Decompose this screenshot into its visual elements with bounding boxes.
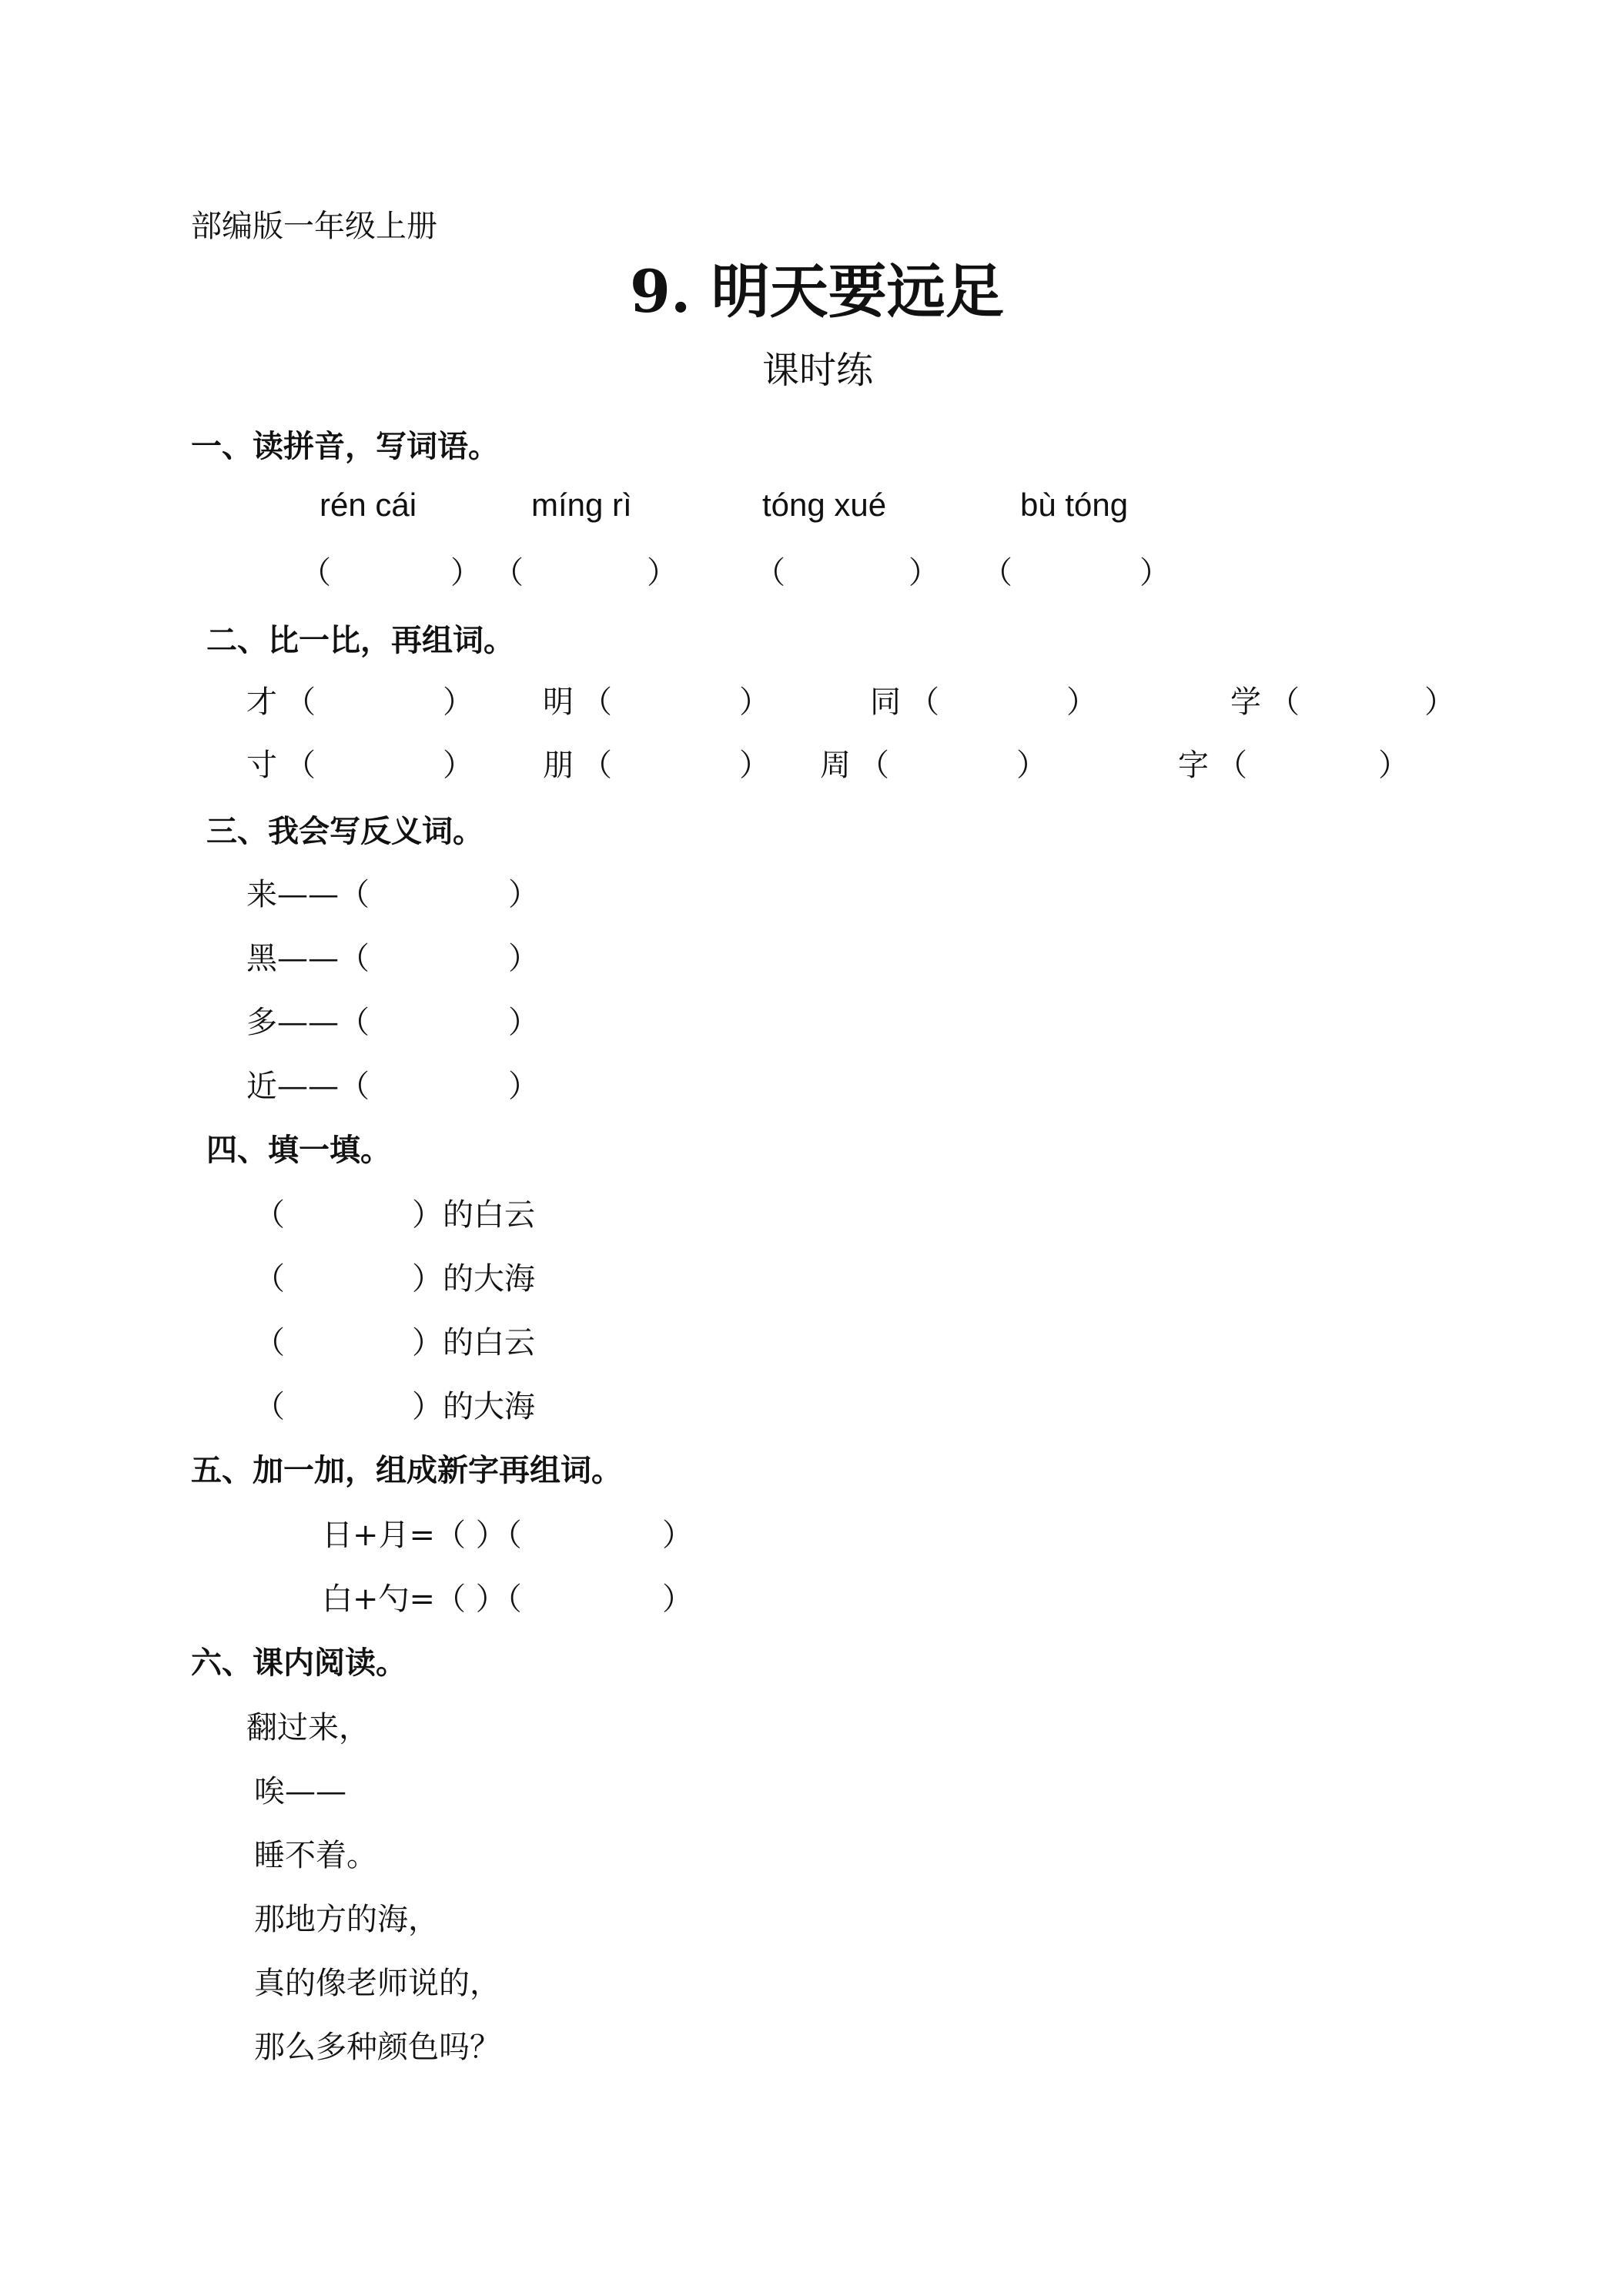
- fill-item: ）的白云: [412, 1197, 535, 1233]
- fill-item: ）的大海: [412, 1389, 535, 1424]
- antonym-item: 来——（: [246, 877, 370, 912]
- answer-open: （: [982, 555, 1012, 591]
- answer-open: （: [254, 1261, 285, 1297]
- section6-heading: 六、课内阅读。: [191, 1645, 407, 1681]
- compare-char: 周: [820, 748, 851, 783]
- pinyin-item: míng rì: [531, 487, 632, 523]
- compare-char: 同: [870, 684, 901, 720]
- reading-line: 真的像老师说的，: [254, 1966, 500, 2001]
- answer-close: ）: [909, 555, 939, 591]
- answer-close: ）: [508, 1005, 539, 1040]
- answer-close: ）: [1378, 748, 1409, 783]
- answer-open: （: [1216, 748, 1247, 783]
- book-label: 部编版一年级上册: [191, 209, 437, 244]
- answer-close: ）: [662, 1581, 693, 1617]
- compare-char: 才: [246, 684, 277, 720]
- answer-close: ）: [1139, 555, 1170, 591]
- answer-open: （: [285, 684, 316, 720]
- answer-close: ）: [443, 684, 474, 720]
- antonym-item: 近——（: [246, 1069, 370, 1104]
- compare-char: 寸: [246, 748, 277, 783]
- compare-char: 字: [1178, 748, 1209, 783]
- section3-heading: 三、我会写反义词。: [206, 814, 484, 849]
- fill-item: ）的大海: [412, 1261, 535, 1297]
- answer-open: （: [493, 555, 524, 591]
- answer-open: （: [300, 555, 331, 591]
- reading-line: 唉——: [254, 1774, 346, 1809]
- section4-heading: 四、填一填。: [206, 1133, 391, 1168]
- antonym-item: 黑——（: [246, 941, 370, 976]
- antonym-item: 多——（: [246, 1005, 370, 1040]
- pinyin-item: rén cái: [320, 487, 417, 523]
- answer-open: （: [581, 684, 612, 720]
- fill-item: ）的白云: [412, 1325, 535, 1361]
- answer-close: ）: [508, 941, 539, 976]
- answer-open: （: [858, 748, 889, 783]
- reading-line: 那么多种颜色吗？: [254, 2030, 500, 2065]
- section2-heading: 二、比一比，再组词。: [206, 623, 514, 658]
- answer-close: ）: [739, 684, 770, 720]
- answer-open: （: [254, 1197, 285, 1233]
- page-title: 9. 明天要远足: [630, 257, 1004, 326]
- compose-item: 日+月=（ ）（: [322, 1518, 522, 1553]
- answer-close: ）: [443, 748, 474, 783]
- answer-open: （: [285, 748, 316, 783]
- answer-close: ）: [739, 748, 770, 783]
- answer-open: （: [254, 1389, 285, 1424]
- reading-line: 那地方的海，: [254, 1902, 439, 1937]
- compose-item: 白+勺=（ ）（: [322, 1581, 522, 1617]
- answer-close: ）: [508, 877, 539, 912]
- answer-close: ）: [647, 555, 678, 591]
- answer-close: ）: [662, 1518, 693, 1553]
- section5-heading: 五、加一加，组成新字再组词。: [191, 1453, 622, 1488]
- page-subtitle: 课时练: [762, 349, 874, 392]
- section1-heading: 一、读拼音，写词语。: [191, 429, 499, 464]
- answer-close: ）: [1424, 684, 1455, 720]
- compare-char: 朋: [543, 748, 574, 783]
- answer-close: ）: [1066, 684, 1097, 720]
- reading-line: 翻过来，: [246, 1710, 370, 1745]
- pinyin-item: tóng xué: [762, 487, 887, 523]
- compare-char: 学: [1230, 684, 1261, 720]
- answer-open: （: [909, 684, 939, 720]
- answer-close: ）: [508, 1069, 539, 1104]
- reading-line: 睡不着。: [254, 1838, 377, 1873]
- answer-open: （: [254, 1325, 285, 1361]
- answer-close: ）: [1016, 748, 1047, 783]
- answer-open: （: [755, 555, 785, 591]
- answer-open: （: [581, 748, 612, 783]
- answer-open: （: [1269, 684, 1300, 720]
- compare-char: 明: [543, 684, 574, 720]
- pinyin-item: bù tóng: [1020, 487, 1129, 523]
- answer-close: ）: [450, 555, 481, 591]
